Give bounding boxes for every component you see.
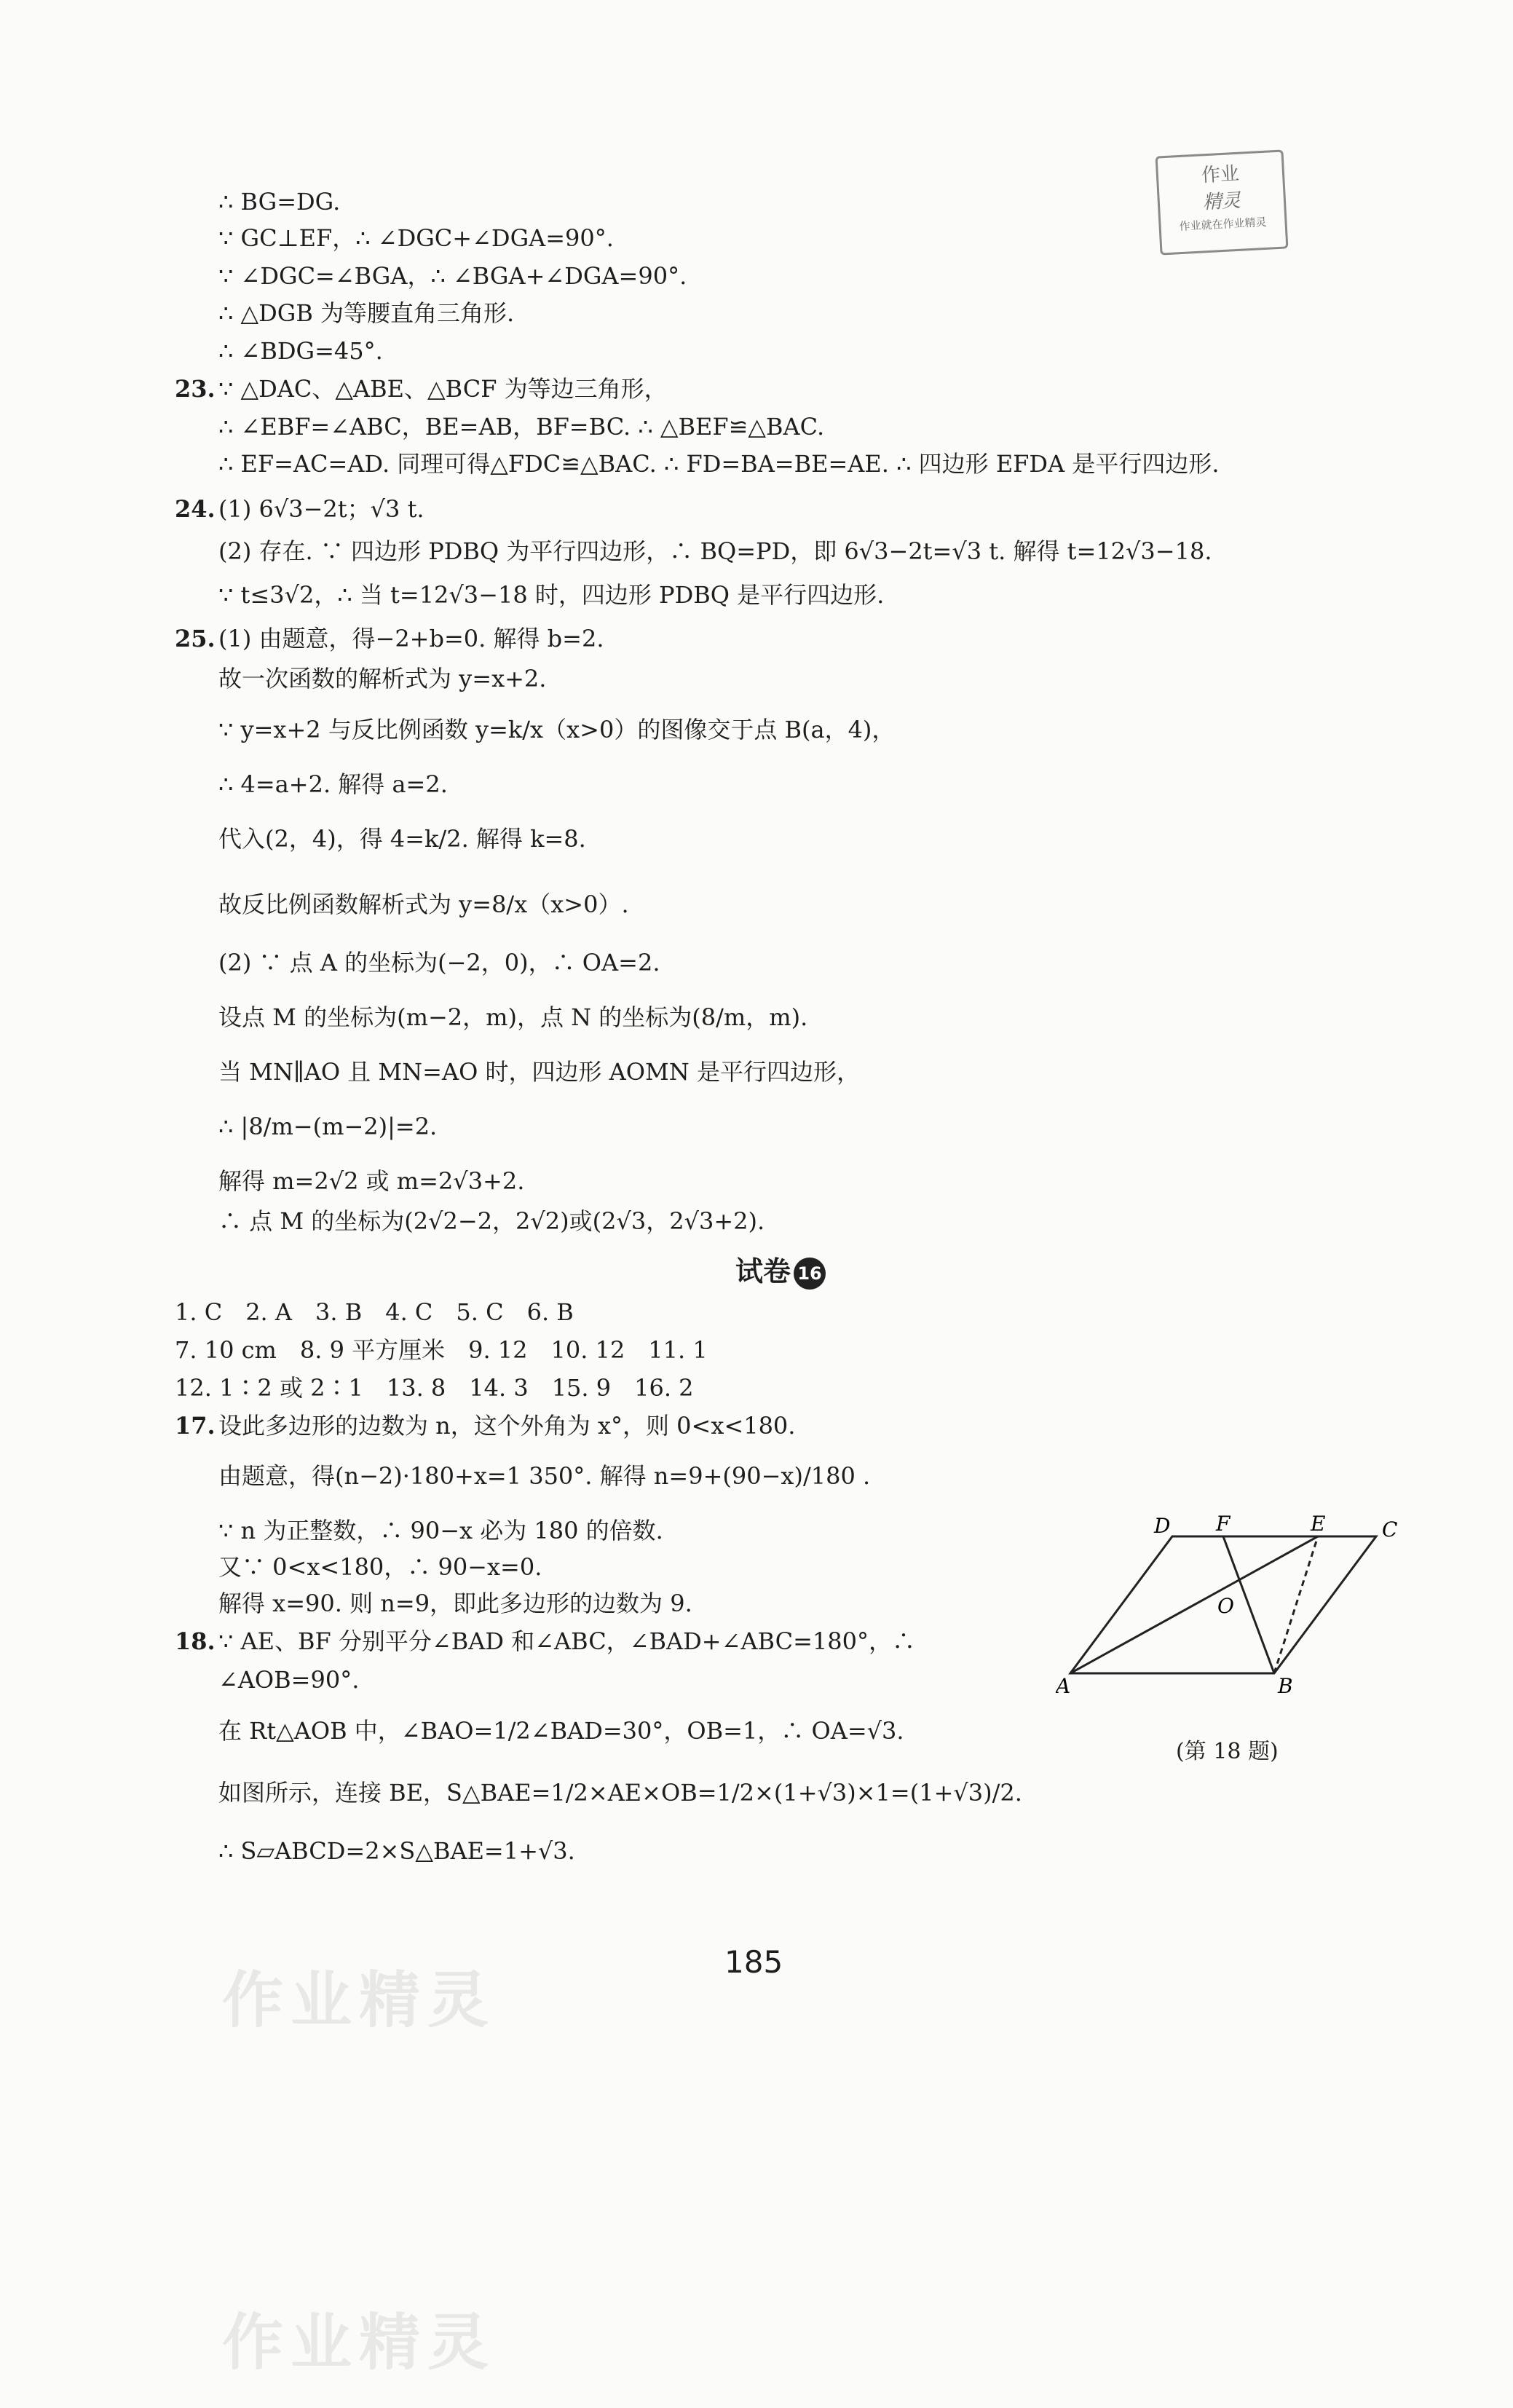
figure-caption: (第 18 题) [1176,1739,1279,1764]
text-line: ∴ 点 M 的坐标为(2√2−2，2√2)或(2√3，2√3+2). [218,1207,765,1235]
section-title: 试卷 16 [735,1249,826,1290]
text-line: ∵ △DAC、△ABE、△BCF 为等边三角形， [218,375,668,403]
text-line: ∴ S▱ABCD=2×S△BAE=1+√3. [218,1837,575,1865]
label-c: C [1382,1517,1398,1541]
text-line: 又∵ 0<x<180，∴ 90−x=0. [218,1553,542,1581]
text-line: 故反比例函数解析式为 y=8/x（x>0）. [218,891,629,918]
label-d: D [1154,1514,1171,1538]
label-b: B [1278,1674,1293,1698]
text-line: 在 Rt△AOB 中，∠BAO=1/2∠BAD=30°，OB=1，∴ OA=√3. [218,1717,904,1745]
text-line: ∵ ∠DGC=∠BGA，∴ ∠BGA+∠DGA=90°. [218,262,687,290]
label-o: O [1217,1594,1234,1618]
answer-row: 7. 10 cm 8. 9 平方厘米 9. 12 10. 12 11. 1 [175,1336,708,1364]
section-number-badge: 16 [794,1258,826,1290]
label-e: E [1311,1512,1326,1536]
text-line: 设此多边形的边数为 n，这个外角为 x°，则 0<x<180. [218,1412,796,1440]
text-line: ∵ n 为正整数，∴ 90−x 必为 180 的倍数. [218,1517,663,1544]
parallelogram-figure [1056,1507,1420,1740]
question-number: 17. [175,1412,216,1440]
text-line: ∵ y=x+2 与反比例函数 y=k/x（x>0）的图像交于点 B(a，4)， [218,716,896,743]
page-number: 185 [724,1944,783,1980]
answer-row: 12. 1∶2 或 2∶1 13. 8 14. 3 15. 9 16. 2 [175,1374,694,1402]
text-line: 代入(2，4)，得 4=k/2. 解得 k=8. [218,825,586,853]
text-line: 设点 M 的坐标为(m−2，m)，点 N 的坐标为(8/m，m). [218,1003,808,1031]
text-line: ∠AOB=90°. [218,1666,360,1694]
text-line: (1) 6√3−2t；√3 t. [218,495,424,523]
text-line: 解得 x=90. 则 n=9，即此多边形的边数为 9. [218,1590,692,1617]
text-line: (1) 由题意，得−2+b=0. 解得 b=2. [218,625,604,652]
text-line: ∴ ∠BDG=45°. [218,337,383,365]
text-line: ∴ EF=AC=AD. 同理可得△FDC≌△BAC. ∴ FD=BA=BE=AE. ∴ 四边形 EFDA 是平行四边形. [218,450,1220,478]
text-line: ∴ BG=DG. [218,188,341,216]
text-line: ∵ GC⊥EF，∴ ∠DGC+∠DGA=90°. [218,224,614,252]
watermark: 作业精灵 [222,2307,497,2378]
logo-stamp: 作业 精灵 作业就在作业精灵 [1156,149,1289,255]
text-line: ∴ |8/m−(m−2)|=2. [218,1113,438,1140]
text-line: 故一次函数的解析式为 y=x+2. [218,665,547,692]
watermark: 作业精灵 [222,1965,497,2036]
text-line: ∴ 4=a+2. 解得 a=2. [218,770,448,798]
label-f: F [1216,1512,1230,1536]
answer-row: 1. C 2. A 3. B 4. C 5. C 6. B [175,1298,574,1326]
text-line: ∵ AE、BF 分别平分∠BAD 和∠ABC，∠BAD+∠ABC=180°，∴ [218,1627,915,1655]
text-line: ∵ t≤3√2，∴ 当 t=12√3−18 时，四边形 PDBQ 是平行四边形. [218,581,885,609]
text-line: 如图所示，连接 BE，S△BAE=1/2×AE×OB=1/2×(1+√3)×1=(1+√3)/2. [218,1779,1022,1807]
text-line: 解得 m=2√2 或 m=2√3+2. [218,1167,525,1195]
question-number: 18. [175,1627,216,1655]
text-line: (2) ∵ 点 A 的坐标为(−2，0)，∴ OA=2. [218,949,660,976]
text-line: 当 MN∥AO 且 MN=AO 时，四边形 AOMN 是平行四边形， [218,1058,860,1086]
text-line: (2) 存在. ∵ 四边形 PDBQ 为平行四边形，∴ BQ=PD，即 6√3−2t=√3 t. 解得 t=12√3−18. [218,537,1212,565]
text-line: ∴ △DGB 为等腰直角三角形. [218,299,515,327]
question-number: 24. [175,495,216,523]
question-number: 23. [175,375,216,403]
text-line: 由题意，得(n−2)·180+x=1 350°. 解得 n=9+(90−x)/180 . [218,1462,871,1490]
label-a: A [1056,1674,1071,1698]
text-line: ∴ ∠EBF=∠ABC，BE=AB，BF=BC. ∴ △BEF≌△BAC. [218,413,825,441]
question-number: 25. [175,625,216,652]
